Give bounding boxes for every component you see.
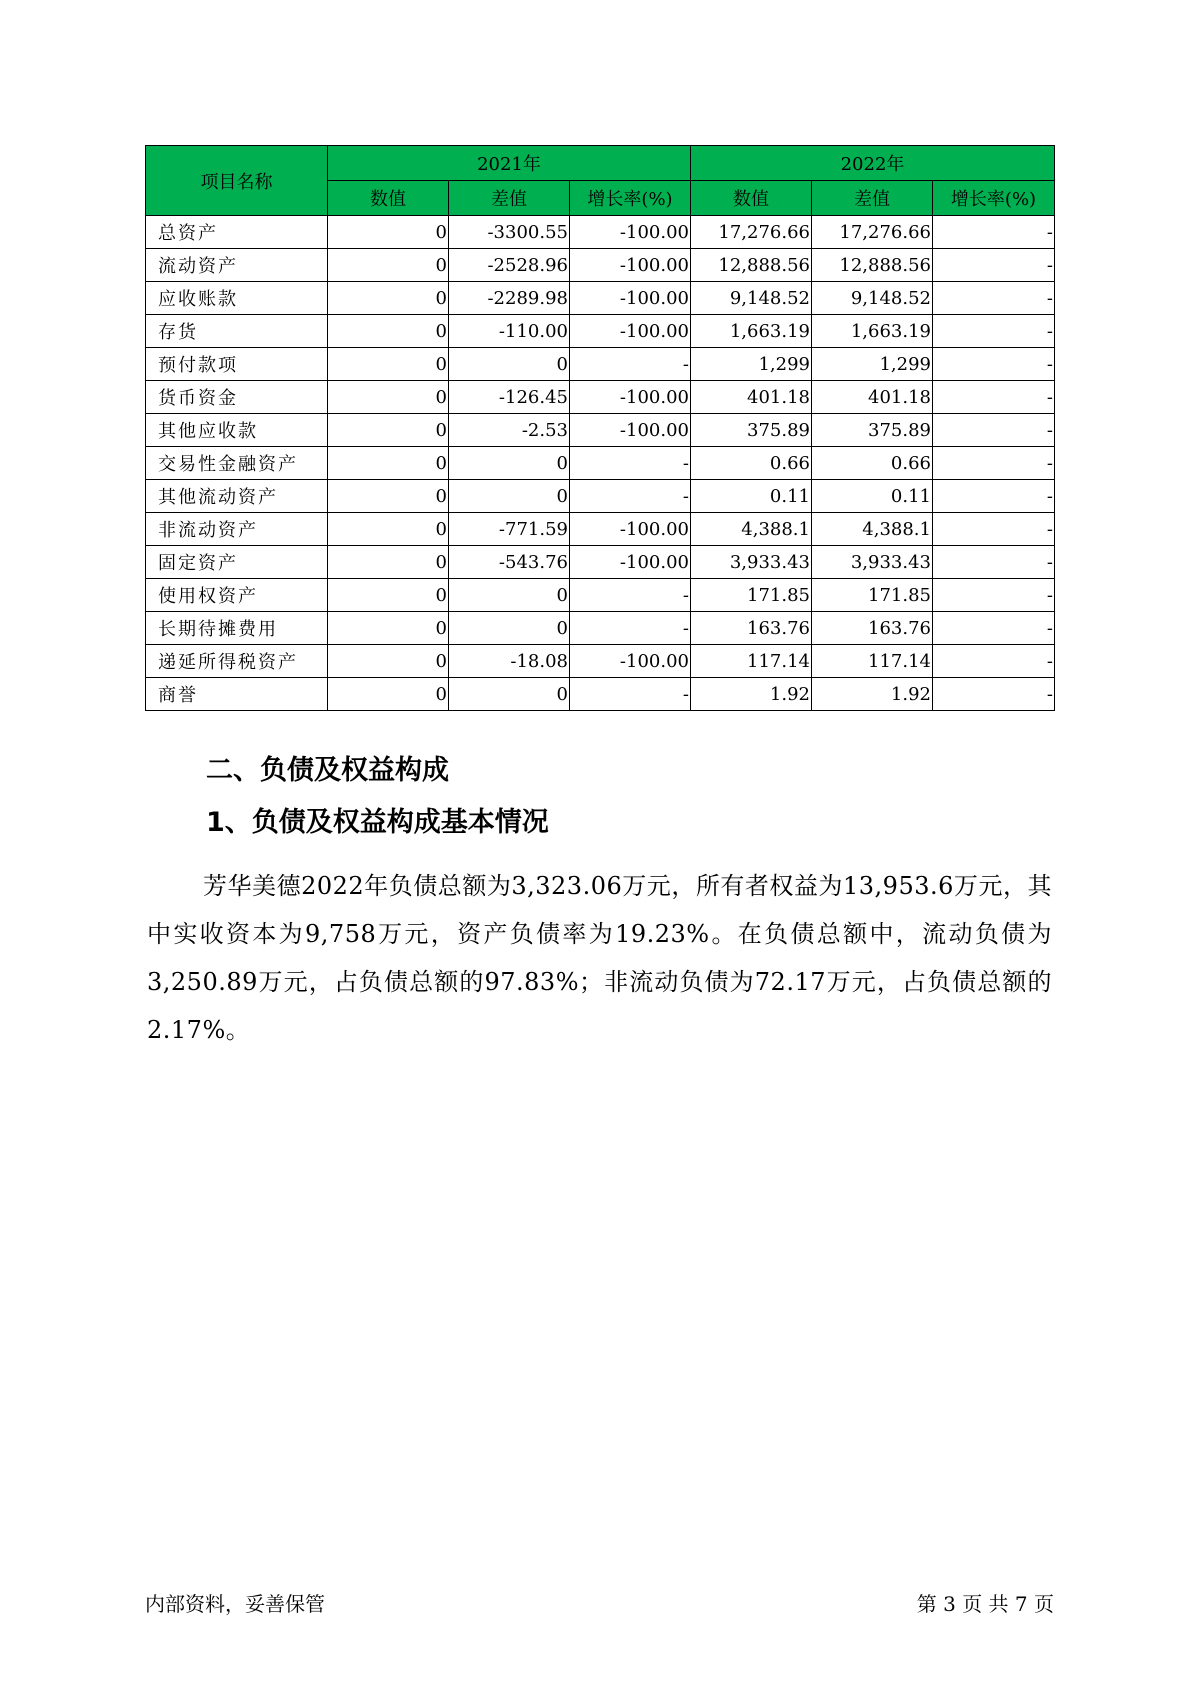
table-row	[146, 348, 1055, 381]
table-cell: 401.18	[812, 381, 933, 414]
table-row	[146, 282, 1055, 315]
table-cell: -	[933, 315, 1055, 348]
table-row	[146, 447, 1055, 480]
table-cell: -543.76	[449, 546, 570, 579]
table-row	[146, 315, 1055, 348]
row-label: 商誉	[146, 678, 328, 711]
table-cell: 401.18	[691, 381, 812, 414]
table-cell: -2289.98	[449, 282, 570, 315]
table-row	[146, 216, 1055, 249]
table-cell: -2528.96	[449, 249, 570, 282]
body-paragraph: 芳华美德2022年负债总额为3,323.06万元，所有者权益为13,953.6万元，其中实收资本为9,758万元，资产负债率为19.23%。在负债总额中，流动负债为3,250.89万元，占负债总额的97.83%；非流动负债为72.17万元，占负债总额的2.17%。	[147, 872, 1052, 1044]
row-label: 非流动资产	[146, 513, 328, 546]
row-label: 预付款项	[146, 348, 328, 381]
table-cell: 0.11	[691, 480, 812, 513]
table-cell: -	[933, 447, 1055, 480]
table-cell: 17,276.66	[691, 216, 812, 249]
table-row	[146, 249, 1055, 282]
header-col-value-2021: 数值	[328, 181, 449, 216]
table-cell: 0	[328, 315, 449, 348]
table-cell: -100.00	[570, 282, 691, 315]
table-cell: 12,888.56	[812, 249, 933, 282]
table-cell: 4,388.1	[691, 513, 812, 546]
table-cell: -100.00	[570, 513, 691, 546]
table-cell: 1,663.19	[691, 315, 812, 348]
table-cell: -	[933, 348, 1055, 381]
header-col-value-2022: 数值	[691, 181, 812, 216]
table-cell: 9,148.52	[812, 282, 933, 315]
section-heading: 二、负债及权益构成	[206, 755, 449, 786]
table-cell: 0	[449, 447, 570, 480]
table-cell: 0	[328, 678, 449, 711]
table-cell: -100.00	[570, 414, 691, 447]
header-year-2022: 2022年	[691, 146, 1055, 181]
table-cell: 0	[328, 216, 449, 249]
table-cell: -	[933, 282, 1055, 315]
table-cell: 117.14	[812, 645, 933, 678]
row-label: 递延所得税资产	[146, 645, 328, 678]
table-cell: -	[933, 678, 1055, 711]
table-cell: 1,663.19	[812, 315, 933, 348]
table-row	[146, 381, 1055, 414]
table-cell: 171.85	[691, 579, 812, 612]
table-cell: 117.14	[691, 645, 812, 678]
table-row	[146, 513, 1055, 546]
table-cell: -100.00	[570, 381, 691, 414]
section-subheading: 1、负债及权益构成基本情况	[206, 807, 549, 838]
table-cell: -110.00	[449, 315, 570, 348]
table-cell: 0	[328, 513, 449, 546]
footer-page-number: 第 3 页 共 7 页	[916, 1592, 1054, 1616]
table-cell: -	[933, 381, 1055, 414]
row-label: 固定资产	[146, 546, 328, 579]
table-cell: -	[933, 546, 1055, 579]
table-cell: -	[933, 579, 1055, 612]
table-cell: 0	[449, 480, 570, 513]
table-cell: -	[933, 513, 1055, 546]
table-row	[146, 414, 1055, 447]
table-cell: -3300.55	[449, 216, 570, 249]
table-cell: 0	[328, 645, 449, 678]
table-row	[146, 678, 1055, 711]
table-cell: 0	[449, 348, 570, 381]
header-col-growth-2021: 增长率(%)	[570, 181, 691, 216]
table-cell: 0	[449, 612, 570, 645]
table-cell: 0.11	[812, 480, 933, 513]
table-cell: -126.45	[449, 381, 570, 414]
table-cell: -	[570, 480, 691, 513]
table-cell: -	[570, 579, 691, 612]
table-cell: -	[933, 645, 1055, 678]
header-col-diff-2022: 差值	[812, 181, 933, 216]
table-row	[146, 645, 1055, 678]
table-cell: -	[933, 612, 1055, 645]
table-cell: -100.00	[570, 645, 691, 678]
row-label: 流动资产	[146, 249, 328, 282]
table-cell: -	[933, 414, 1055, 447]
table-cell: 0.66	[812, 447, 933, 480]
row-label: 交易性金融资产	[146, 447, 328, 480]
table-cell: -100.00	[570, 315, 691, 348]
table-cell: -	[570, 447, 691, 480]
table-cell: 1,299	[812, 348, 933, 381]
table-cell: 0	[328, 447, 449, 480]
header-item-name: 项目名称	[146, 146, 328, 216]
table-cell: -	[570, 612, 691, 645]
table-cell: 0	[328, 414, 449, 447]
row-label: 应收账款	[146, 282, 328, 315]
row-label: 其他流动资产	[146, 480, 328, 513]
table-row	[146, 612, 1055, 645]
row-label: 长期待摊费用	[146, 612, 328, 645]
table-cell: 163.76	[691, 612, 812, 645]
table-cell: -	[933, 216, 1055, 249]
header-year-2021: 2021年	[328, 146, 691, 181]
table-cell: -	[933, 480, 1055, 513]
table-cell: 375.89	[812, 414, 933, 447]
table-cell: 3,933.43	[812, 546, 933, 579]
table-cell: -100.00	[570, 546, 691, 579]
table-cell: 0	[449, 579, 570, 612]
table-cell: 0	[328, 282, 449, 315]
table-cell: -771.59	[449, 513, 570, 546]
table-row	[146, 480, 1055, 513]
table-cell: -100.00	[570, 216, 691, 249]
table-cell: 0	[328, 546, 449, 579]
asset-table	[145, 145, 1055, 711]
table-cell: 1.92	[812, 678, 933, 711]
table-cell: 0	[328, 348, 449, 381]
header-col-growth-2022: 增长率(%)	[933, 181, 1055, 216]
table-row	[146, 579, 1055, 612]
table-cell: -	[570, 678, 691, 711]
header-col-diff-2021: 差值	[449, 181, 570, 216]
row-label: 使用权资产	[146, 579, 328, 612]
table-cell: 0	[328, 480, 449, 513]
table-cell: 0	[328, 612, 449, 645]
table-cell: 0	[328, 579, 449, 612]
table-cell: 0	[328, 249, 449, 282]
table-cell: 12,888.56	[691, 249, 812, 282]
table-cell: 163.76	[812, 612, 933, 645]
table-cell: 0	[449, 678, 570, 711]
row-label: 其他应收款	[146, 414, 328, 447]
table-cell: 9,148.52	[691, 282, 812, 315]
table-cell: 1,299	[691, 348, 812, 381]
table-cell: 0	[328, 381, 449, 414]
table-row	[146, 546, 1055, 579]
table-cell: 171.85	[812, 579, 933, 612]
row-label: 存货	[146, 315, 328, 348]
table-body	[146, 216, 1055, 711]
footer-confidential-note: 内部资料，妥善保管	[145, 1592, 325, 1616]
table-cell: 3,933.43	[691, 546, 812, 579]
table-cell: 0.66	[691, 447, 812, 480]
table-cell: -	[570, 348, 691, 381]
table-cell: 4,388.1	[812, 513, 933, 546]
table-cell: -100.00	[570, 249, 691, 282]
table-cell: -18.08	[449, 645, 570, 678]
table-cell: 375.89	[691, 414, 812, 447]
table-cell: -2.53	[449, 414, 570, 447]
row-label: 总资产	[146, 216, 328, 249]
table-cell: -	[933, 249, 1055, 282]
table-cell: 1.92	[691, 678, 812, 711]
table-cell: 17,276.66	[812, 216, 933, 249]
row-label: 货币资金	[146, 381, 328, 414]
